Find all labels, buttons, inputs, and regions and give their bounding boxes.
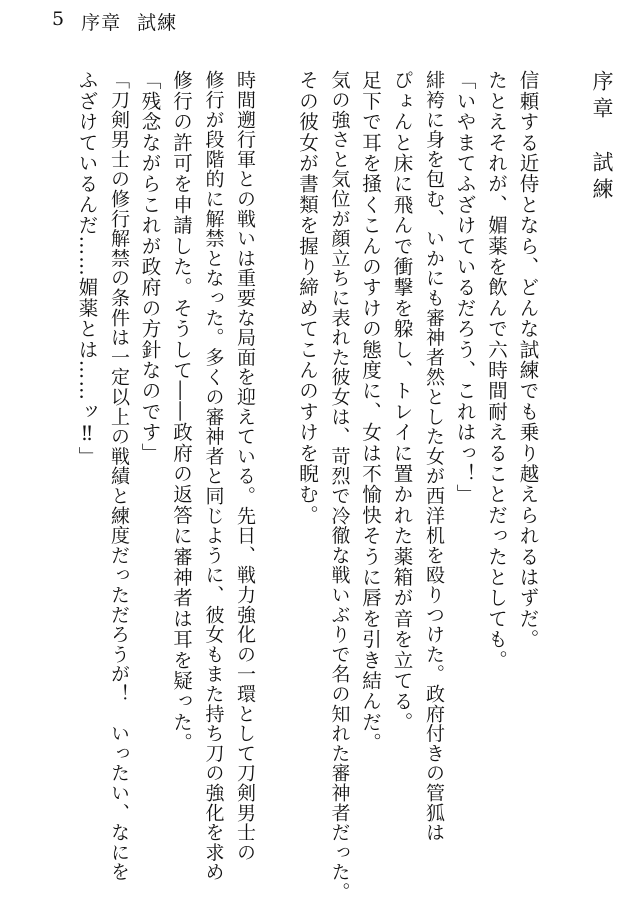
- text-line-8: その彼女が書類を握り締めてこんのすけを睨む。: [296, 70, 319, 526]
- text-line-12: 「残念ながらこれが政府の方針なのです」: [138, 70, 162, 464]
- text-line-4: 緋袴に身を包む、いかにも審神者然とした女が西洋机を殴りつけた。政府付きの管狐は: [423, 70, 445, 843]
- paragraph-gap: [260, 70, 292, 870]
- header-chapter-title: 試練: [137, 12, 178, 34]
- text-line-7: 気の強さと気位が顔立ちに表れた彼女は、苛烈で冷徹な戦いぶりで名の知れた審神者だった。: [328, 70, 351, 902]
- page-number: 5: [52, 8, 66, 30]
- text-line-11: 修行の許可を申請した。そうして――政府の返答に審神者は耳を疑った。: [170, 70, 193, 754]
- vertical-text-body: [47, 70, 617, 902]
- text-line-10: 修行が段階的に解禁となった。多くの審神者と同じように、彼女もまた持ち刀の強化を求め: [202, 70, 225, 882]
- page-header: [52, 8, 177, 35]
- header-chapter: 序章: [81, 12, 122, 34]
- chapter-heading: 序章 試練: [590, 70, 614, 205]
- text-line-9: 時間遡行軍との戦いは重要な局面を迎えている。先日、戦力強化の一環として刀剣男士の: [234, 70, 256, 862]
- text-line-5: ぴょんと床に飛んで衝撃を躱し、トレイに置かれた薬箱が音を立てる。: [390, 70, 414, 733]
- text-line-6: 足下で耳を掻くこんのすけの態度に、女は不愉快そうに唇を引き結んだ。: [359, 70, 382, 754]
- text-line-1: 信頼する近侍となら、どんな試練でも乗り越えられるはずだ。: [516, 70, 540, 650]
- text-line-14: ふざけているんだ……媚薬とは……ッ‼」: [75, 70, 99, 467]
- text-line-2: たとえそれが、媚薬を飲んで六時間耐えることだったとしても。: [485, 70, 508, 671]
- text-line-3: 「いやまてふざけているだろう、これはっ！」: [453, 70, 477, 505]
- text-line-13: 「刀剣男士の修行解禁の条件は一定以上の戦績と練度だっただろうが！ いったい、なにを: [108, 70, 130, 882]
